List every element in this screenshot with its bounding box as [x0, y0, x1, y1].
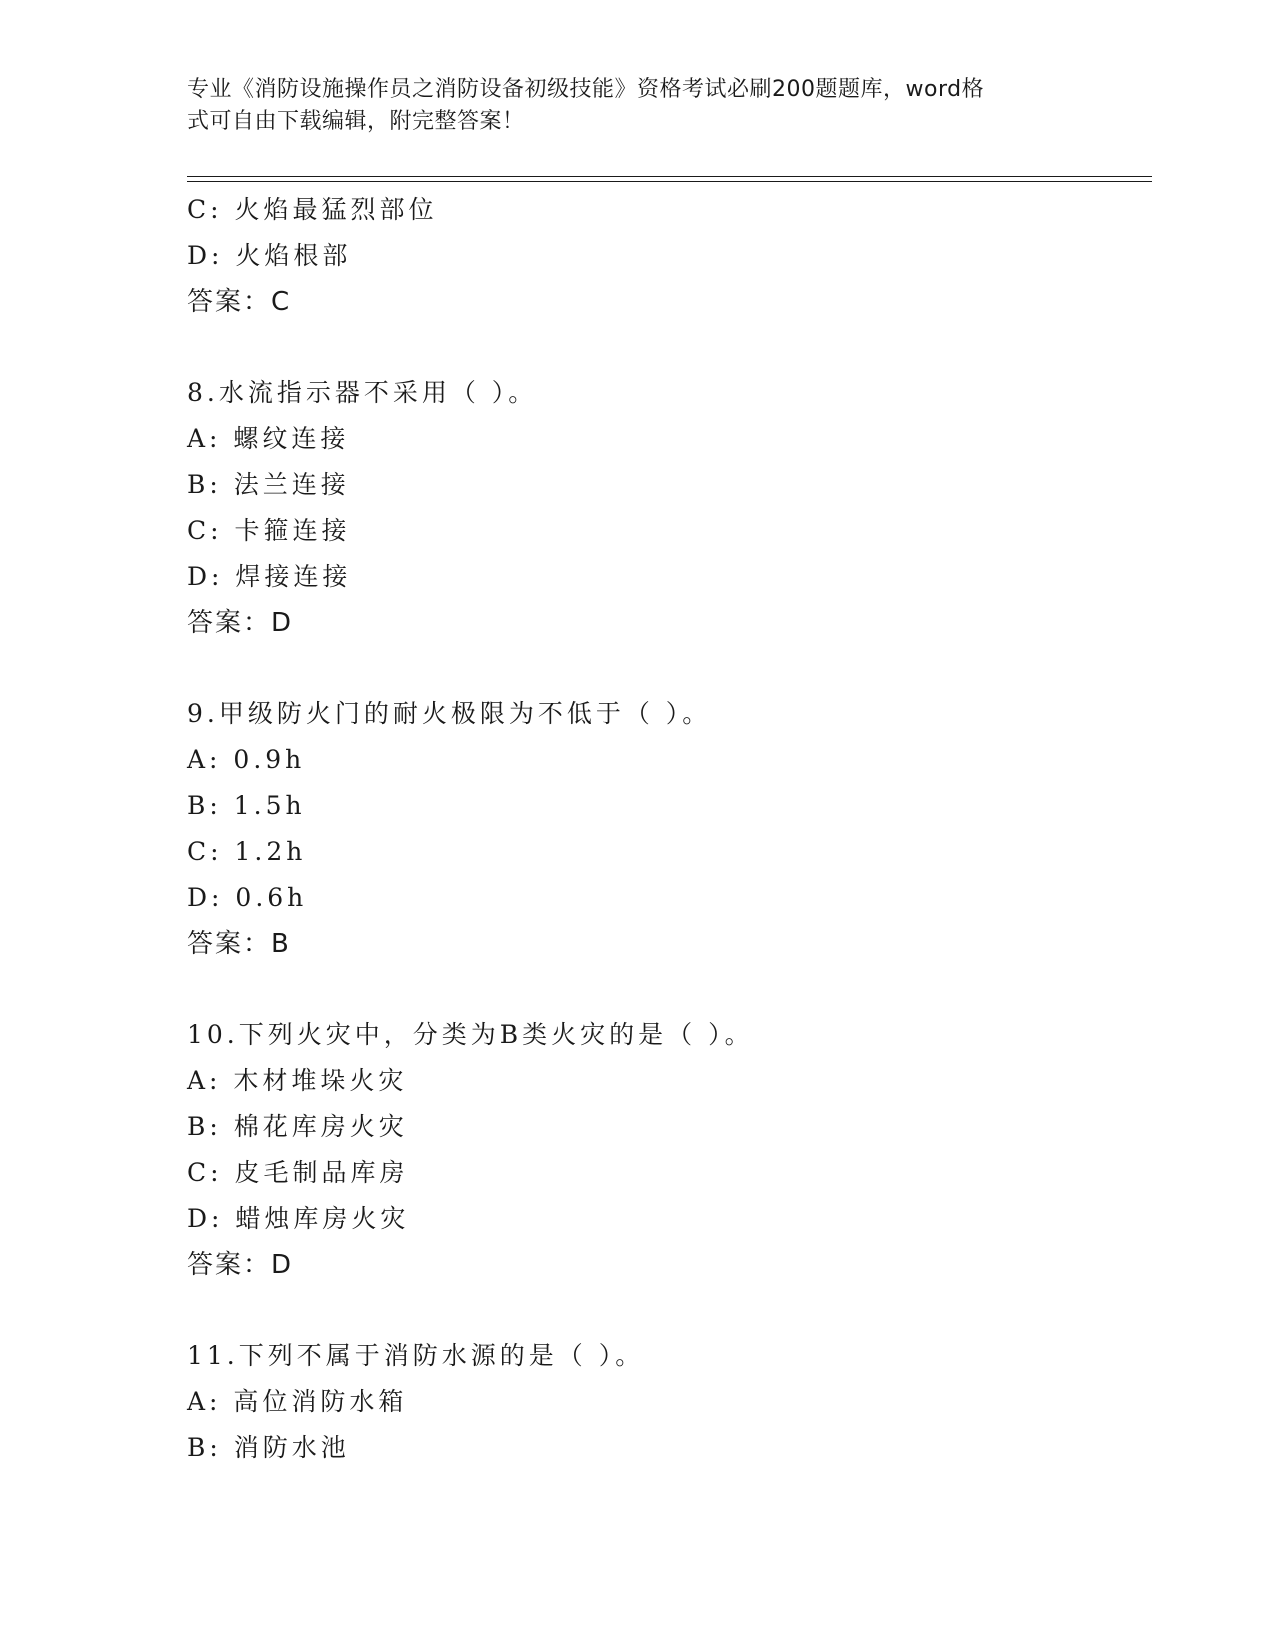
option-c: C: 1.2h — [187, 837, 307, 866]
spacer — [187, 967, 1152, 1012]
question-10 — [187, 1012, 1152, 1288]
option-a: A: 螺纹连接 — [187, 424, 350, 453]
document-header — [187, 74, 1087, 138]
option-d: D: 焊接连接 — [187, 562, 352, 591]
option-d: D: 火焰根部 — [187, 241, 352, 270]
option-c: C: 皮毛制品库房 — [187, 1158, 409, 1187]
option-b: B: 1.5h — [187, 791, 306, 820]
option-b: B: 棉花库房火灾 — [187, 1112, 408, 1141]
option-b: B: 消防水池 — [187, 1433, 350, 1462]
question-11 — [187, 1333, 1152, 1471]
header-divider-top — [187, 176, 1152, 177]
answer: 答案：D — [187, 608, 294, 638]
option-a: A: 0.9h — [187, 745, 306, 774]
option-a: A: 木材堆垛火灾 — [187, 1066, 408, 1095]
option-c: C: 火焰最猛烈部位 — [187, 195, 438, 224]
option-d: D: 蜡烛库房火灾 — [187, 1204, 410, 1233]
question-7 — [187, 187, 1152, 325]
option-b: B: 法兰连接 — [187, 470, 350, 499]
header-divider-bottom — [187, 181, 1152, 182]
header-line-1: 专业《消防设施操作员之消防设备初级技能》资格考试必刷200题题库，word格 — [187, 77, 985, 102]
answer: 答案：B — [187, 929, 291, 959]
header-line-2: 式可自由下载编辑，附完整答案！ — [187, 109, 525, 134]
question-text: 8.水流指示器不采用（ ）。 — [187, 378, 538, 407]
question-9 — [187, 691, 1152, 967]
option-c: C: 卡箍连接 — [187, 516, 351, 545]
question-text: 10.下列火灾中，分类为B类火灾的是（ ）。 — [187, 1020, 754, 1049]
spacer — [187, 1288, 1152, 1333]
question-list — [187, 187, 1152, 1471]
question-text: 11.下列不属于消防水源的是（ ）。 — [187, 1341, 645, 1370]
option-a: A: 高位消防水箱 — [187, 1387, 408, 1416]
option-d: D: 0.6h — [187, 883, 308, 912]
spacer — [187, 646, 1152, 691]
answer: 答案：C — [187, 287, 292, 317]
question-text: 9.甲级防火门的耐火极限为不低于（ ）。 — [187, 699, 712, 728]
spacer — [187, 325, 1152, 370]
question-8 — [187, 370, 1152, 646]
answer: 答案：D — [187, 1250, 294, 1280]
